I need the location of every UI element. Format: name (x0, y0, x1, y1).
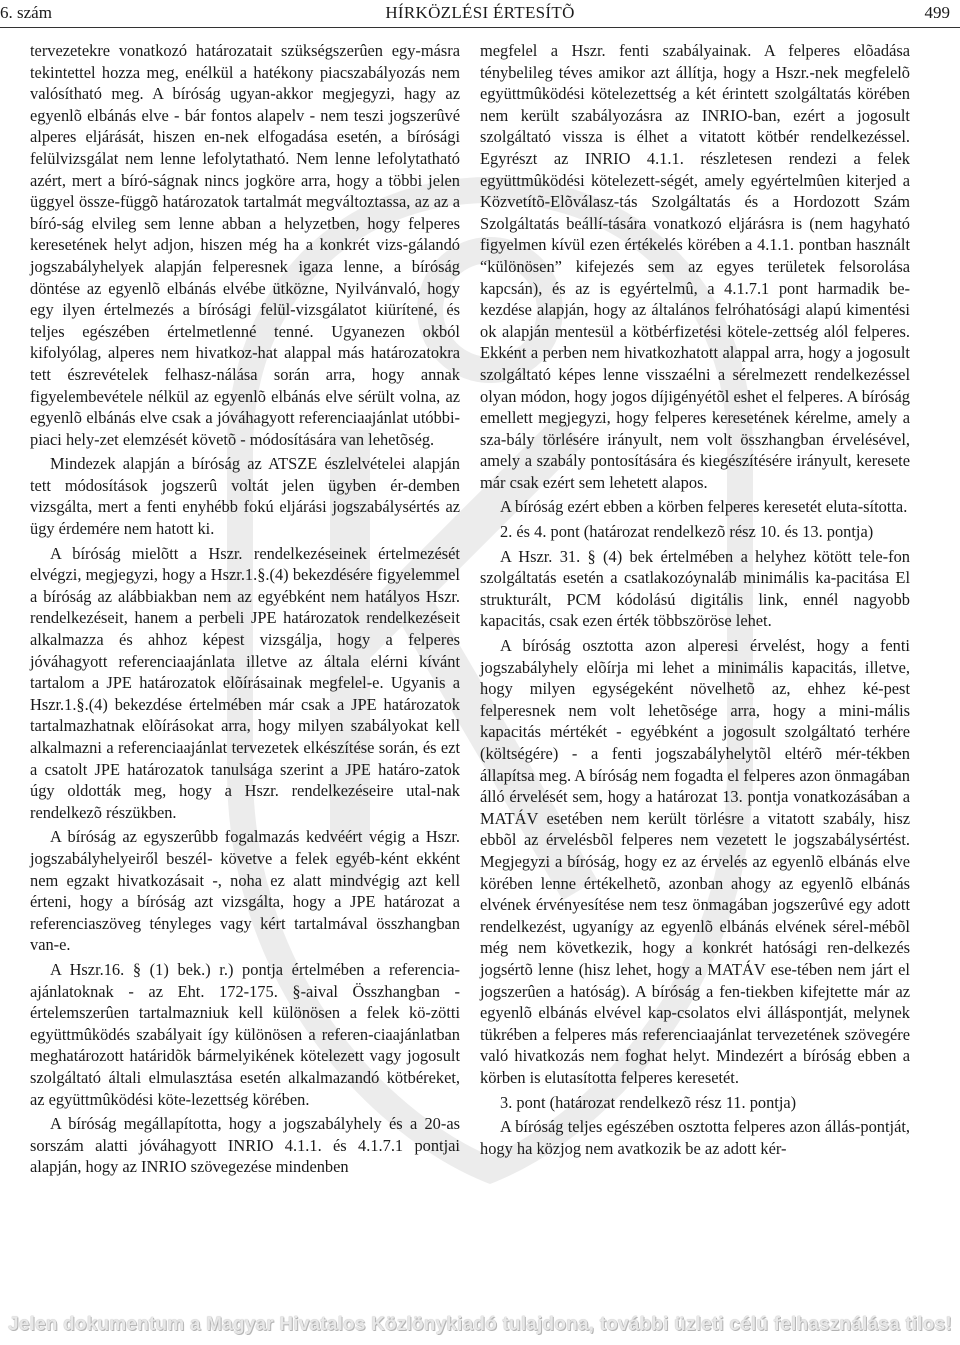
copyright-notice: Jelen dokumentum a Magyar Hivatalos Közlönykiadó tulajdona, további üzleti célú felhasználása tilos! (8, 1314, 952, 1335)
paragraph: A bíróság megállapította, hogy a jogszabályhely és a 20-as sorszám alatti jóváhagyott INRIO 4.1.1. és 4.1.7.1 pontjai alapján, hogy az INRIO szövegezése mindenben (30, 1114, 460, 1177)
paragraph: megfelel a Hszr. fenti szabályainak. A felperes elõadása ténybelileg téves amikor azt állítja, hogy a Hszr.-nek megfelelõ együttmûködési kötelezettség a két érintett szolgáltatás körében nem került szabályozásra az INRIO-ban, ezért a jogosult szolgáltató vissza is élhet a vitatott kötbér rendelkezéssel. Egyrészt az INRIO 4.1.1. részletesen rendezi a felek együttmûködési kötelezett-ségét, amely egyértelmûen kiterjed a Közvetítõ-Elõválasz-tás Szolgáltatás és a Hordozott Szám Szolgáltatás beállí-tására vonatkozó eljárásra is (nem hagyható figyelmen kívül ezen értékelés körében a 4.1.1. pontban használt “különösen” kifejezés sem az egyes területek felsorolása kapcsán), és az is egyértelmû, a 4.1.7.1 pont harmadik be-kezdése alapján, hogy az általános felróhatósági alapú kimentési ok alapján mentesül a kötbérfizetési kötele-zettség alól felperes. Ekként a perben nem hivatkozhatott alappal arra, hogy a jogosult szolgáltató képes lenne visszaélni a sérelmezett rendelkezéssel olyan módon, hogy jogos díjigényétõl eshet el felperes. A bíróság emellett megjegyzi, hogy felperes keresetének kérelme, amely a sza-bály törlésére irányult, nem volt összhangban érvelésével, amely a szabály pontosítására és kiegészítésére irányult, keresete már csak ezért sem lehetett alapos. (480, 41, 910, 492)
page-number: 499 (924, 3, 950, 22)
paragraph: A bíróság teljes egészében osztotta felperes azon állás-pontját, hogy ha közjog nem avatkozik be az adott kér- (480, 1117, 910, 1158)
right-column (480, 40, 910, 1159)
section-heading: 2. és 4. pont (határozat rendelkezõ rész 10. és 13. pontja) (500, 522, 874, 542)
paragraph: A Hszr.16. § (1) bek.) r.) pontja értelmében a referencia-ajánlatoknak - az Eht. 172-175. §-aival Összhangban - értelemszerûen tartalmazniuk kell különösen a felek kö-zötti együttmûködés szabályait így különösen a referen-ciaajánlatban meghatározott határidõk bármelyikének kötelezett vagy jogosult szolgáltató általi elmulasztása esetén alkalmazandó kötbéreket, az együttmûködési köte-lezettség körében. (30, 959, 460, 1109)
paragraph: A bíróság az egyszerûbb fogalmazás kedvéért végig a Hszr. jogszabályhelyeiről beszél- követve a felek egyéb-ként ekként nem egzakt hivatkozásait -, noha ez alatt mindvégig azt kell érteni, hogy a bíróság azt vizsgálta, hogy a JPE határozat a referenciaszöveg tényleges vagy kért tartalmával összhangban van-e. (30, 827, 460, 955)
section-heading: 3. pont (határozat rendelkezõ rész 11. pontja) (500, 1092, 797, 1112)
paragraph: A bíróság osztotta azon alperesi érvelést, hogy a fenti jogszabályhely elõírja mi lehet a minimális kapacitás, illetve, hogy milyen egységeként növelhetõ az, ehhez ké-pest felperesnek nem volt lehetõsége arra, hogy a mini-mális kapacitás mértékét - egyébként a jogosult szolgáltató terhére (költségére) - a fenti jogszabályhelytõl eltérõ mér-tékben állapítsa meg. A bíróság nem fogadta el felperes azon önmagában álló érvelését sem, hogy a határozat 13. pontja vonatkozásában a MATÁV esetében nem került törlésre a vitatott szabály, hisz ebbõl az érvelésbõl felperes nem vezetett le jogszabálysértést. Megjegyzi a bíróság, hogy ez az érvelés az egyenlõ elbánás elve körében lenne értékelhetõ, azonban ahogy az egyenlõ elbánás elvének érvényesítése nem tesz önmagában jogszerûvé egy adott rendelkezést, ugyanígy az egyenlõ elbánás elvének sérel-mébõl még nem következik, hogy a konkrét hatósági ren-delkezés jogsértõ lenne (hisz lehet, hogy a MATÁV ese-tében nem járt el jogszerûen a hatóság). A bíróság a fen-tiekben kifejtette már az egyenlõ elbánás elvével kap-csolatos elvi álláspontját, melynek tükrében a felperes más referenciaajánlat tervezetének szövegére való hivatkozás nem foghat helyt. Mindezért a bíróság ebben a körben is elutasította felperes keresetét. (480, 636, 910, 1087)
paragraph: A Hszr. 31. § (4) bek értelmében a helyhez kötött tele-fon szolgáltatás esetén a csatlakozóynaláb minimális ka-pacitása El strukturált, PCM kódolású digitális link, ennél nagyobb kapacitás, csak ezen érték többszöröse lehet. (480, 546, 910, 631)
paragraph: A bíróság ezért ebben a körben felperes keresetét eluta-sította. (500, 497, 908, 517)
paragraph: tervezetekre vonatkozó határozatait szükségszerûen egy-másra tekintettel hozza meg, enélkül a hatékony piacszabályozás nem valósítható meg. A bíróság ugyan-akkor megjegyzi, hagy az egyenlõ elbánás elve - bár fontos alapelv - nem teszi jogszerûvé alperes eljárását, hiszen en-nek elfogadása esetén, a bírósági felülvizsgálat nem lenne lefolytatható. Nem lenne lefolytatható azért, mert a bíró-ságnak nincs jogköre arra, hogy a többi jelen üggyel össze-függõ határozatok tartalmát megváltoztassa, az az a bíró-ság elvileg sem lenne abban a helyzetben, hogy felperes keresetének helyt adjon, hiszen még ha a konkrét vizs-gálandó jogszabályhelyek alapján felperesnek igaza lenne, a bíróság döntése az egyenlõ elbánás elvébe ütközne, Nyilvánvaló, hogy egy ilyen értelmezés a bírósági felül-vizsgálatot kiürítené, és teljes egészében értelmetlenné tenné. Ugyanezen okból kifolyólag, alperes nem hivatkoz-hat alappal más határozatokra tett észrevételek felhasz-nálása során arra, hogy annak figyelembevétele nélkül az egyenlõ elbánás elve sérült volna, az egyenlõ elbánás elve csak a jóváhagyott referenciaajánlat utóbbi- piaci hely-zet elemzését követõ - módosítására van lehetõség. (30, 41, 460, 449)
publication-title: HÍRKÖZLÉSI ÉRTESÍTÕ (385, 3, 575, 22)
paragraph: Mindezek alapján a bíróság az ATSZE észlelvételei alapján tett módosítások jogszerû voltát jelen ügyben ér-demben vizsgálta, mert a fenti enyhébb fokú eljárási jogszabálysértés az ügy érdemére nem hatott ki. (30, 454, 460, 539)
paragraph: A bíróság mielõtt a Hszr. rendelkezéseinek értelmezését elvégzi, megjegyzi, hogy a Hszr.1.§.(4) bekezdésére figyelemmel a bíróság az alábbiakban nem az egyébként nem hatályos Hszr. rendelkezéseit, hanem a perbeli JPE határozatok rendelkezéseit alkalmazza és ahhoz képest vizsgálja, hogy a felperes jóváhagyott referenciaajánlata illetve az általa elérni kívánt tartalom a JPE határozatok elõírásainak megfelel-e. Ugyanis a Hszr.1.§.(4) bekezdése értelmében már csak a JPE határozatok tartalmazhatnak elõírásokat arra, hogy milyen szabályokat kell alkalmazni a referenciaajánlat tervezetek elkészítése során, és ezt a csatolt JPE határozatok tanulsága szerint a JPE határo-zatok úgy oldották meg, hogy a Hszr. rendelkezéseire utal-nak rendelkezõ részükben. (30, 543, 460, 822)
page-header (0, 0, 960, 26)
header-rule (0, 27, 960, 28)
left-column (30, 40, 460, 1178)
issue-number: 6. szám (0, 3, 52, 22)
